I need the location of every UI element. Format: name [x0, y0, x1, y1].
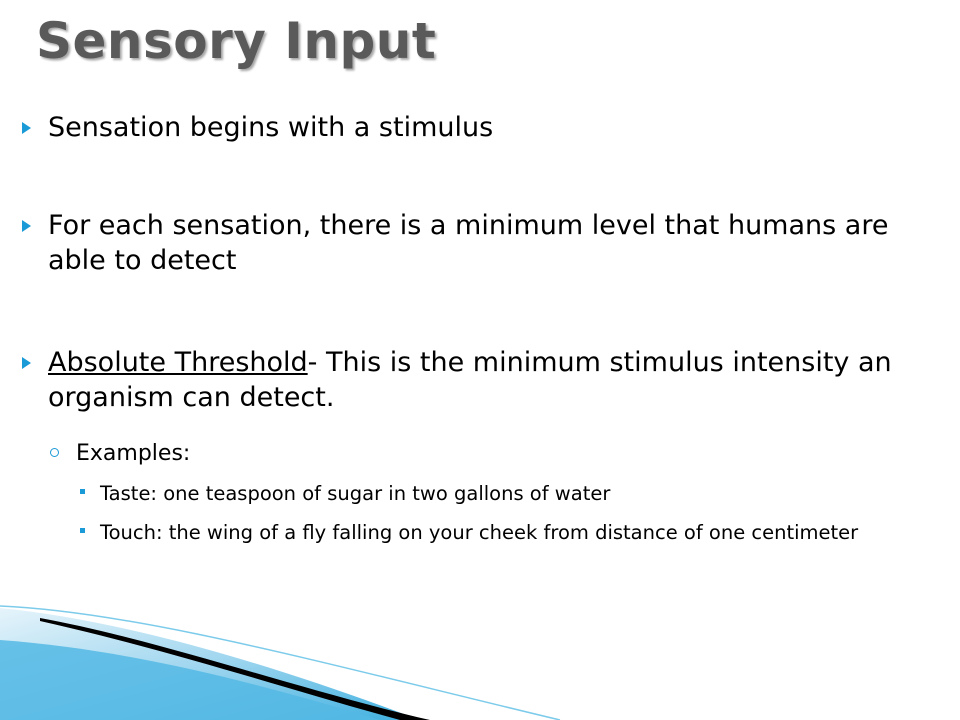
example-item	[78, 520, 928, 546]
wave-dark-stroke	[40, 618, 430, 720]
term-definition: - This is the minimum stimulus intensity an organism can detect.	[48, 347, 892, 413]
bullet-item	[22, 110, 942, 145]
wave-thin-stroke	[0, 606, 560, 720]
bullet-item	[22, 208, 942, 278]
wave-mid-shape	[0, 640, 380, 720]
example-text: Touch: the wing of a fly falling on your cheek from distance of one centimeter	[100, 521, 859, 544]
sub-bullet-item	[50, 440, 930, 468]
ring-bullet-icon	[50, 448, 59, 457]
wave-light-shape	[0, 608, 420, 720]
sub-bullet-text: Examples:	[76, 441, 191, 466]
term-absolute-threshold: Absolute Threshold	[48, 347, 308, 378]
example-text: Taste: one teaspoon of sugar in two gallons of water	[100, 482, 611, 505]
arrow-bullet-icon	[22, 220, 31, 232]
bullet-text	[48, 345, 942, 415]
bullet-item	[22, 345, 942, 415]
example-item	[78, 481, 928, 507]
square-bullet-icon	[80, 528, 85, 533]
arrow-bullet-icon	[22, 122, 31, 134]
bullet-text: Sensation begins with a stimulus	[48, 112, 494, 143]
arrow-bullet-icon	[22, 357, 31, 369]
square-bullet-icon	[80, 489, 85, 494]
slide-title: Sensory Input	[36, 12, 437, 70]
bullet-text: For each sensation, there is a minimum level that humans are able to detect	[48, 210, 889, 276]
